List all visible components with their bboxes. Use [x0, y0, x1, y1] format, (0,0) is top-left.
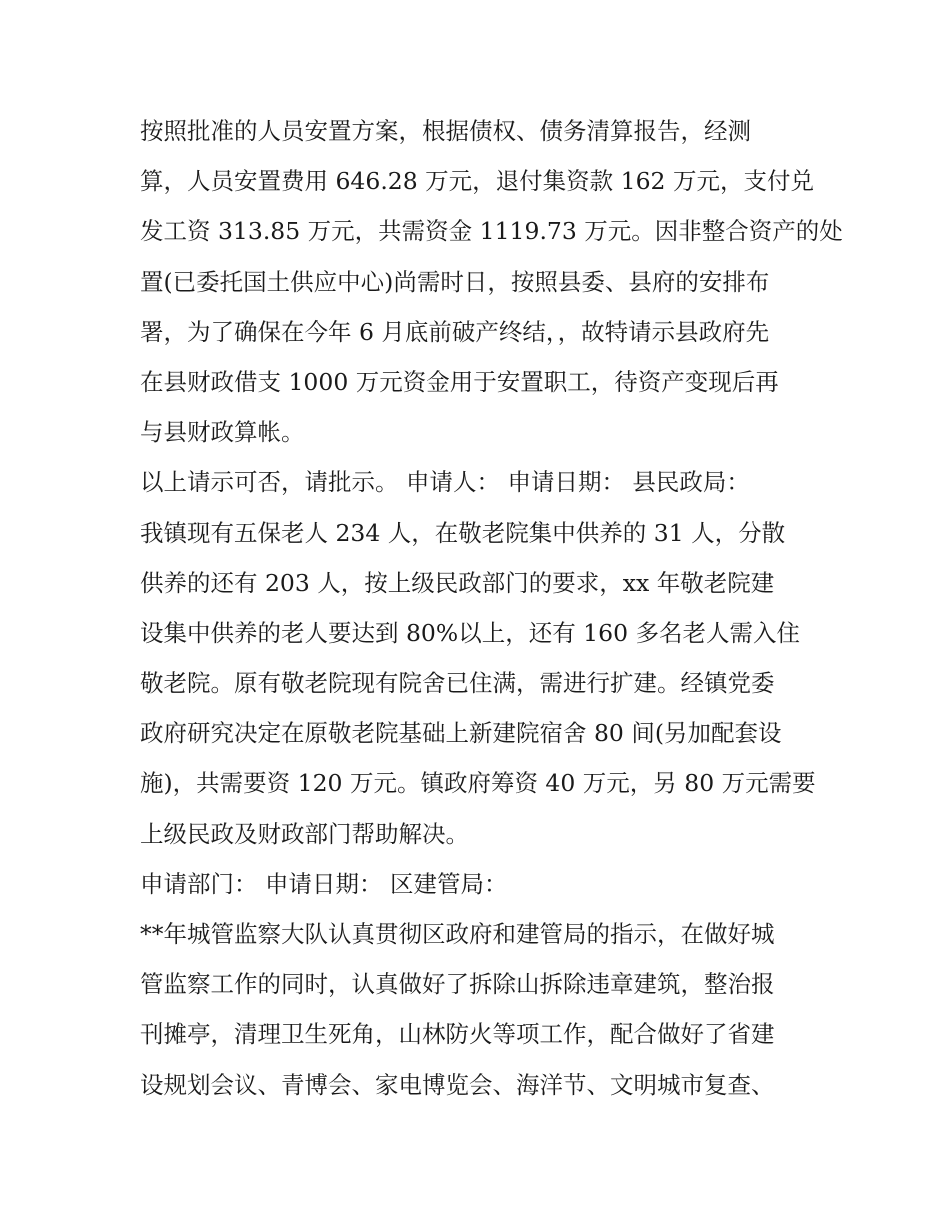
text-line: 与县财政算帐。 [140, 418, 305, 447]
text-line: 在县财政借支 1000 万元资金用于安置职工，待资产变现后再 [140, 367, 779, 396]
text-line: 刊摊亭，清理卫生死角，山林防火等项工作，配合做好了省建 [140, 1020, 775, 1049]
text-line: 置(已委托国土供应中心)尚需时日，按照县委、县府的安排布 [140, 267, 770, 296]
text-line: 敬老院。原有敬老院现有院舍已住满，需进行扩建。经镇党委 [140, 669, 775, 698]
text-line: 设集中供养的老人要达到 80%以上，还有 160 多名老人需入住 [140, 618, 800, 647]
text-line: 发工资 313.85 万元，共需资金 1119.73 万元。因非整合资产的处 [140, 217, 843, 246]
document-body [140, 106, 843, 1110]
text-line: 算，人员安置费用 646.28 万元，退付集资款 162 万元，支付兑 [140, 167, 814, 196]
text-line: 按照批准的人员安置方案，根据债权、债务清算报告，经测 [140, 117, 751, 145]
text-line: 申请部门： 申请日期： 区建管局： [140, 869, 508, 898]
text-line: 以上请示可否，请批示。 申请人： 申请日期： 县民政局： [140, 468, 750, 497]
text-line: 署，为了确保在今年 6 月底前破产终结，，故特请示县政府先 [140, 317, 770, 346]
text-line: 设规划会议、青博会、家电博览会、海洋节、文明城市复查、 [140, 1070, 775, 1099]
text-line: 我镇现有五保老人 234 人，在敬老院集中供养的 31 人，分散 [140, 518, 786, 547]
text-line: 上级民政及财政部门帮助解决。 [140, 819, 469, 848]
text-line: 施)，共需要资 120 万元。镇政府筹资 40 万元，另 80 万元需要 [140, 769, 816, 798]
text-line: **年城管监察大队认真贯彻区政府和建管局的指示，在做好城 [140, 920, 775, 948]
text-line: 政府研究决定在原敬老院基础上新建院宿舍 80 间(另加配套设 [140, 719, 782, 748]
text-line: 供养的还有 203 人，按上级民政部门的要求，xx 年敬老院建 [140, 568, 775, 597]
text-line: 管监察工作的同时，认真做好了拆除山拆除违章建筑，整治报 [140, 970, 775, 999]
